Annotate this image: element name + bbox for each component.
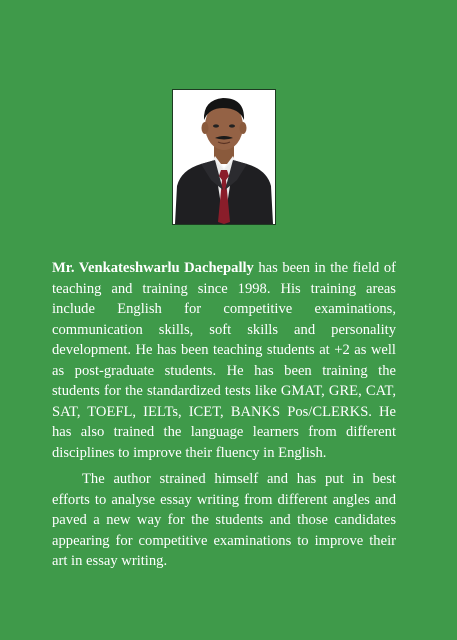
author-name: Mr. Venkateshwarlu Dachepally xyxy=(52,260,254,276)
author-photo xyxy=(172,89,276,225)
bio-paragraph-1 xyxy=(52,258,396,463)
bio-paragraph-1-text: has been in the field of teaching and training since 1998. His training areas include English for competitive examinations, communication skills, soft skills and personality development. He has been teaching students at +2 as well as post-graduate students. He has been training the students for the standardized tests like GMAT, GRE, CAT, SAT, TOEFL, IELTs, ICET, BANKS Pos/CLERKS. He has also trained the language learners from different disciplines to improve their fluency in English. xyxy=(52,260,396,461)
author-bio xyxy=(52,258,396,572)
author-portrait-icon xyxy=(173,90,275,224)
bio-paragraph-2: The author strained himself and has put in best efforts to analyse essay writing from different angles and paved a new way for the students and those candidates appearing for competitive examinations to improve their art in essay writing. xyxy=(52,471,396,569)
